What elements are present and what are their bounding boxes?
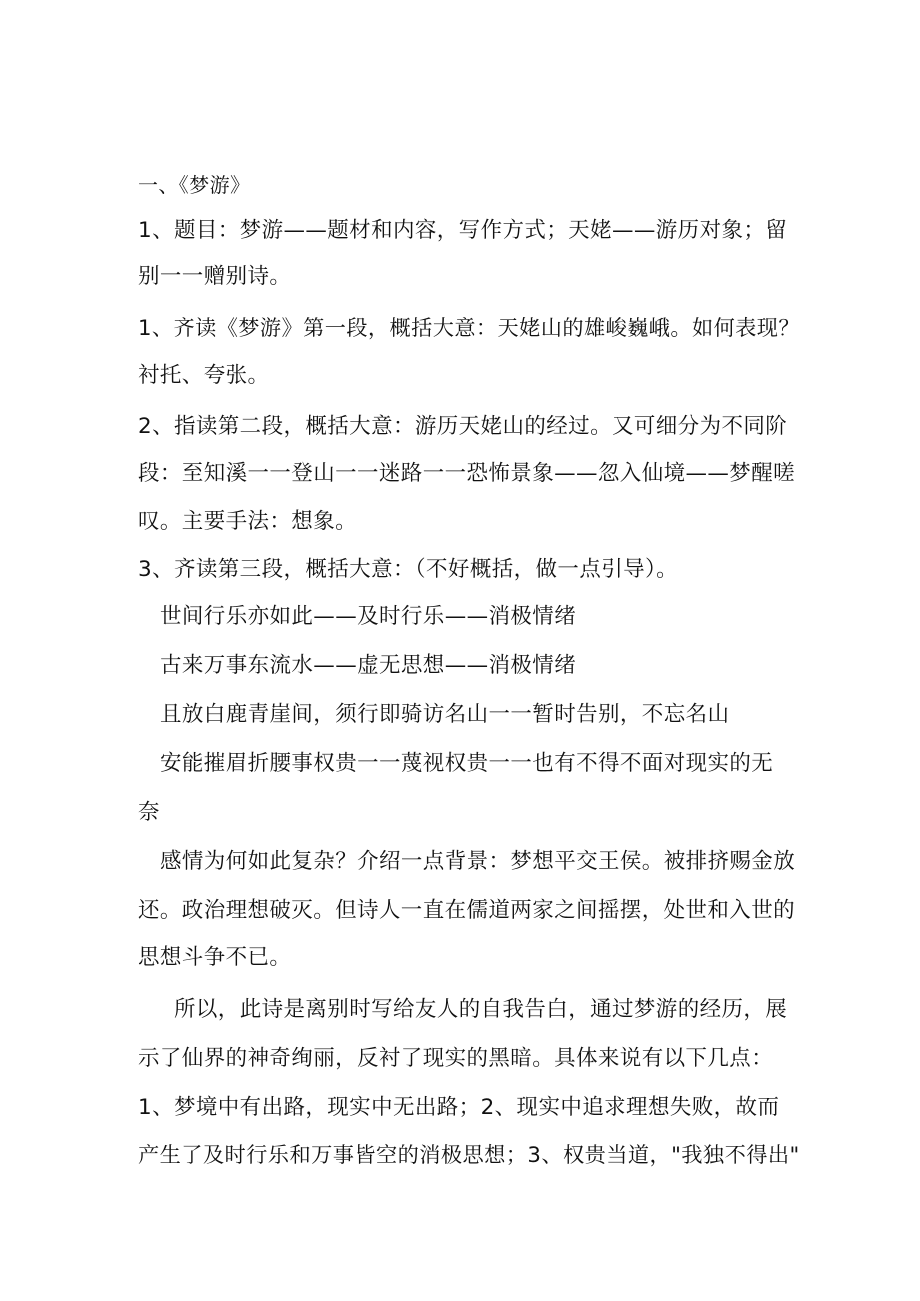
- paragraph-line: 感情为何如此复杂？介绍一点背景：梦想平交王侯。被排挤赐金放: [160, 849, 796, 874]
- paragraph-line: 3、齐读第三段，概括大意：（不好概括，做一点引导）。: [138, 557, 679, 582]
- paragraph-line: 别一一赠别诗。: [138, 264, 292, 289]
- paragraph-line: 叹。主要手法：想象。: [138, 509, 358, 534]
- paragraph-line: 1、齐读《梦游》第一段，概括大意：天姥山的雄峻巍峨。如何表现？: [138, 316, 800, 341]
- paragraph-line: 奈: [138, 800, 160, 825]
- poem-line: 安能摧眉折腰事权贵一一蔑视权贵一一也有不得不面对现实的无: [160, 751, 774, 776]
- paragraph-line: 1、梦境中有出路，现实中无出路；2、现实中追求理想失败，故而: [138, 1095, 780, 1120]
- paragraph-line: 衬托、夸张。: [138, 363, 270, 388]
- paragraph-line: 思想斗争不已。: [138, 945, 292, 970]
- paragraph-line: 1、题目：梦游——题材和内容，写作方式；天姥——游历对象；留: [138, 218, 788, 243]
- paragraph-line: 产生了及时行乐和万事皆空的消极思想；3、权贵当道，"我独不得出": [138, 1143, 800, 1168]
- paragraph-line: 所以，此诗是离别时写给友人的自我告白，通过梦游的经历，展: [174, 997, 788, 1022]
- poem-line: 世间行乐亦如此——及时行乐——消极情绪: [160, 604, 577, 629]
- section-heading: 一、《梦游》: [138, 173, 251, 197]
- poem-line: 且放白鹿青崖间，须行即骑访名山一一暂时告别，不忘名山: [160, 702, 730, 727]
- poem-line: 古来万事东流水——虚无思想——消极情绪: [160, 653, 577, 678]
- paragraph-line: 段：至知溪一一登山一一迷路一一恐怖景象——忽入仙境——梦醒嗟: [138, 461, 796, 486]
- paragraph-line: 示了仙界的神奇绚丽，反衬了现实的黑暗。具体来说有以下几点：: [138, 1046, 774, 1071]
- paragraph-line: 还。政治理想破灭。但诗人一直在儒道两家之间摇摆，处世和入世的: [138, 898, 796, 923]
- paragraph-line: 2、指读第二段，概括大意：游历天姥山的经过。又可细分为不同阶: [138, 414, 788, 439]
